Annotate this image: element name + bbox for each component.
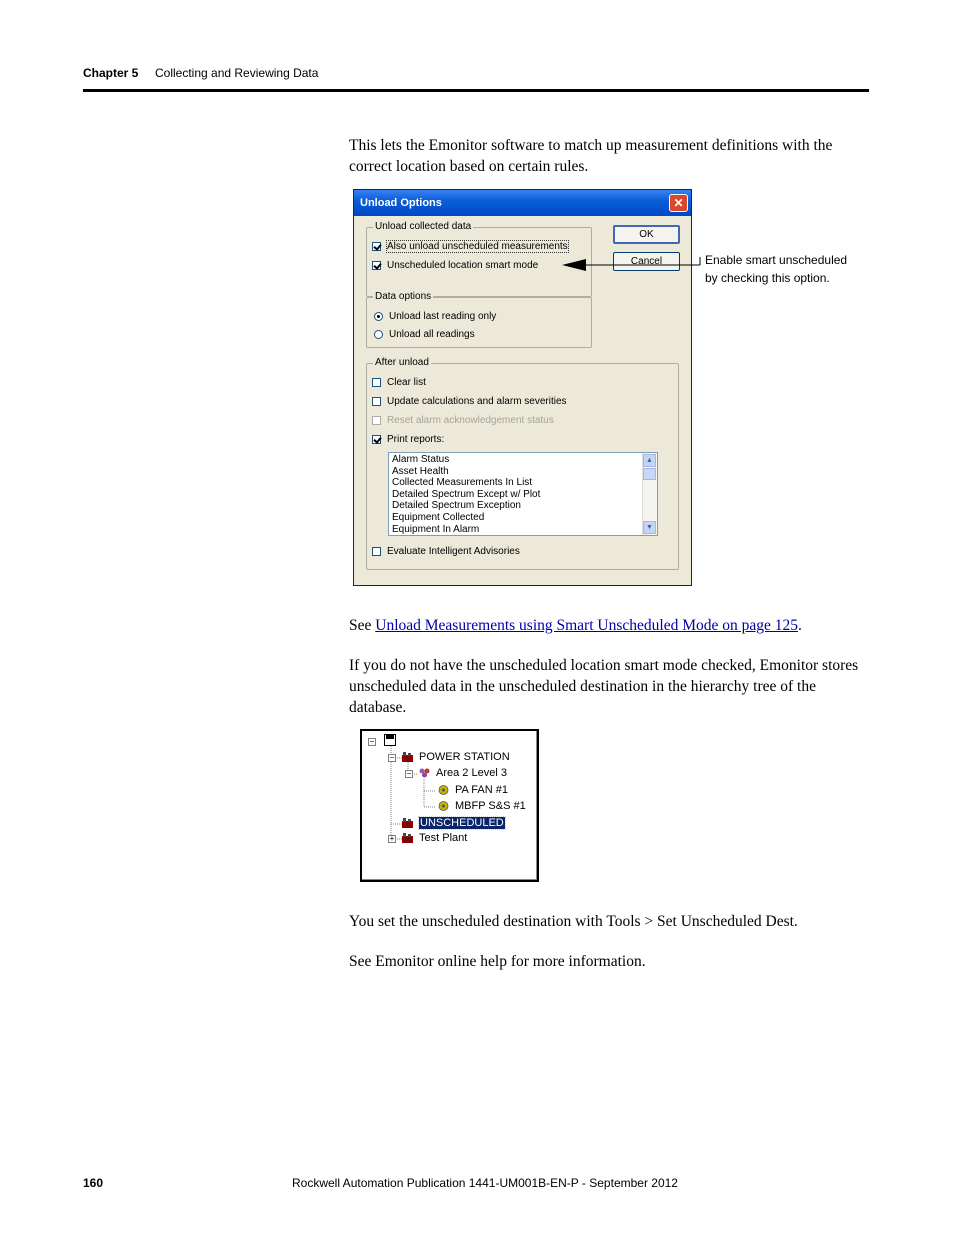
checkbox-reset-alarm xyxy=(372,415,554,426)
radio-button[interactable] xyxy=(374,312,383,321)
checkbox-label: Reset alarm acknowledgement status xyxy=(387,415,554,426)
dialog-titlebar[interactable] xyxy=(354,190,691,216)
machine-icon xyxy=(438,801,449,811)
list-item[interactable]: Collected Measurements In List xyxy=(392,477,533,489)
checkbox-label: Unscheduled location smart mode xyxy=(387,260,539,271)
collapse-icon[interactable]: − xyxy=(369,737,375,746)
scroll-up-icon[interactable]: ▲ xyxy=(643,454,656,467)
hierarchy-tree[interactable] xyxy=(360,729,539,882)
checkbox-box[interactable] xyxy=(372,378,381,387)
callout-line-1: Enable smart unscheduled xyxy=(705,253,848,267)
collapse-icon[interactable]: − xyxy=(406,769,412,778)
callout-arrow-icon xyxy=(560,255,702,275)
chapter-label: Chapter 5 xyxy=(83,66,139,80)
plant-icon xyxy=(402,818,413,828)
callout-text xyxy=(705,252,847,287)
group-after-unload-label: After unload xyxy=(375,357,429,368)
header-rule xyxy=(83,89,869,92)
reports-listbox[interactable] xyxy=(388,452,658,536)
checkbox-box[interactable] xyxy=(372,397,381,406)
checkbox-label: Update calculations and alarm severities xyxy=(387,396,567,407)
paragraph-unscheduled-explanation: If you do not have the unscheduled location smart mode checked, Emonitor stores unscheduled data in the unscheduled destination in the hierarchy tree of the database. xyxy=(349,657,859,716)
radio-label: Unload last reading only xyxy=(389,311,497,322)
checkbox-label: Evaluate Intelligent Advisories xyxy=(387,546,520,557)
tree-node-pa-fan[interactable]: PA FAN #1 xyxy=(438,784,508,796)
checkbox-label: Clear list xyxy=(387,377,426,388)
checkbox-box[interactable] xyxy=(372,547,381,556)
group-unload-collected-label: Unload collected data xyxy=(375,221,472,232)
checkbox-update-calculations[interactable] xyxy=(372,396,567,407)
radio-last-reading[interactable] xyxy=(374,311,496,322)
paragraph-online-help: See Emonitor online help for more information. xyxy=(349,953,646,970)
cancel-button[interactable]: Cancel xyxy=(613,252,680,271)
tree-node-unscheduled[interactable]: UNSCHEDULED xyxy=(402,817,505,829)
list-item[interactable]: Asset Health xyxy=(392,465,449,477)
checkbox-smart-mode[interactable] xyxy=(372,260,538,271)
tree-node-mbfp[interactable]: MBFP S&S #1 xyxy=(438,800,526,812)
list-item[interactable]: Detailed Spectrum Except w/ Plot xyxy=(392,488,541,500)
group-data-options-label: Data options xyxy=(375,291,432,302)
list-item[interactable]: Equipment Collected xyxy=(392,511,485,523)
database-icon xyxy=(384,734,396,746)
checkbox-box[interactable] xyxy=(372,261,381,270)
plant-icon xyxy=(402,752,413,762)
checkbox-box[interactable] xyxy=(372,435,381,444)
checkbox-box[interactable] xyxy=(372,242,381,251)
chapter-title: Collecting and Reviewing Data xyxy=(155,66,319,80)
checkbox-box xyxy=(372,416,381,425)
dialog-title: Unload Options xyxy=(360,197,442,209)
checkbox-label: Print reports: xyxy=(387,434,445,445)
checkbox-print-reports[interactable] xyxy=(372,434,444,445)
radio-button[interactable] xyxy=(374,330,383,339)
close-icon[interactable]: ✕ xyxy=(669,194,688,212)
plant-icon xyxy=(402,833,413,843)
area-icon xyxy=(419,768,430,778)
list-item[interactable]: Equipment In Alarm xyxy=(392,523,480,535)
scroll-thumb[interactable] xyxy=(643,468,656,480)
page-number: 160 xyxy=(83,1176,104,1190)
paragraph-intro: This lets the Emonitor software to match up measurement definitions with the correct location based on certain rules. xyxy=(349,137,833,175)
group-data-options xyxy=(366,291,592,348)
checkbox-clear-list[interactable] xyxy=(372,377,426,388)
publication-info: Rockwell Automation Publication 1441-UM001B-EN-P - September 2012 xyxy=(292,1176,678,1190)
cross-reference-link[interactable]: Unload Measurements using Smart Unscheduled Mode on page 125 xyxy=(375,617,798,634)
paragraph-see-link xyxy=(349,615,864,636)
listbox-scrollbar[interactable] xyxy=(642,453,657,535)
checkbox-label: Also unload unscheduled measurements xyxy=(387,241,568,252)
callout-line-2: by checking this option. xyxy=(705,270,830,285)
radio-label: Unload all readings xyxy=(389,329,475,340)
expand-icon[interactable]: + xyxy=(389,834,395,843)
machine-icon xyxy=(438,785,449,795)
list-item[interactable]: Detailed Spectrum Exception xyxy=(392,500,521,512)
ok-button[interactable]: OK xyxy=(613,225,680,244)
collapse-icon[interactable]: − xyxy=(389,753,395,762)
scroll-down-icon[interactable]: ▼ xyxy=(643,521,656,534)
checkbox-also-unload[interactable] xyxy=(372,241,568,252)
tree-node-area[interactable]: Area 2 Level 3 xyxy=(419,767,507,779)
radio-all-readings[interactable] xyxy=(374,329,475,340)
list-item[interactable]: Alarm Status xyxy=(392,454,450,465)
tree-node-test-plant[interactable]: Test Plant xyxy=(402,832,467,844)
paragraph-set-destination: You set the unscheduled destination with Tools > Set Unscheduled Dest. xyxy=(349,913,798,930)
see-prefix: See xyxy=(349,617,376,634)
checkbox-evaluate-advisories[interactable] xyxy=(372,546,520,557)
see-suffix: . xyxy=(798,617,802,634)
tree-node-power-station[interactable]: POWER STATION xyxy=(402,751,510,763)
